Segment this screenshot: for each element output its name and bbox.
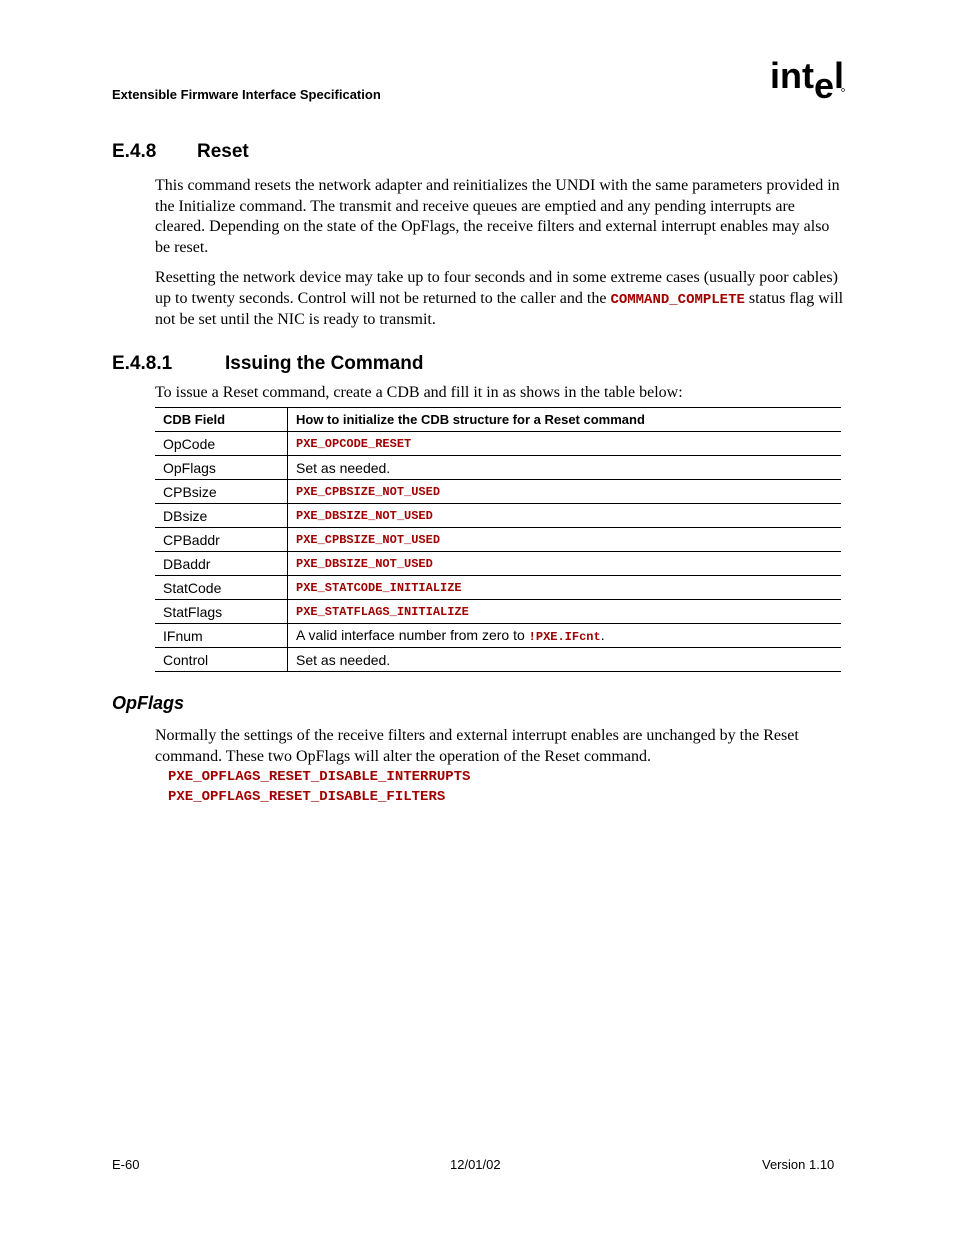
- header-cdb-field: CDB Field: [155, 408, 288, 432]
- section-number: E.4.8: [112, 141, 157, 162]
- intel-logo-text-e: e: [814, 65, 835, 104]
- cell-field: CPBaddr: [155, 528, 288, 552]
- footer-page-number: E-60: [112, 1157, 140, 1172]
- table-row: [155, 456, 841, 480]
- cell-field: DBaddr: [155, 552, 288, 576]
- ifnum-text: A valid interface number from zero to: [296, 627, 529, 643]
- cell-field: StatCode: [155, 576, 288, 600]
- table-row: [155, 528, 841, 552]
- subsection-intro: To issue a Reset command, create a CDB and fill it in as shows in the table below:: [155, 384, 683, 401]
- cell-field: DBsize: [155, 504, 288, 528]
- section-paragraph-1: This command resets the network adapter and reinitializes the UNDI with the same parameters provided in the Initialize command. The transmit and receive queues are emptied and any pending interrupts are cleared. Depending on the state of the OpFlags, the receive filters and external interrupt enables may also be reset.: [155, 177, 840, 256]
- section-title: Reset: [197, 141, 249, 162]
- cell-value: PXE_CPBSIZE_NOT_USED: [288, 480, 842, 504]
- section-heading: [112, 141, 249, 163]
- table-row: [155, 504, 841, 528]
- para2-text-before: Resetting the network device may take up to four seconds and in some extreme cases (usually poor cables) up to twenty seconds. Control will not be returned to the caller and the: [155, 269, 838, 307]
- intel-logo-text-l: l: [834, 58, 845, 96]
- table-row: [155, 432, 841, 456]
- cell-value: Set as needed.: [288, 456, 842, 480]
- table-row: [155, 624, 841, 648]
- cdb-table: [155, 407, 841, 672]
- cell-field: OpCode: [155, 432, 288, 456]
- footer-version: Version 1.10: [762, 1157, 835, 1172]
- opflag-code-filters: PXE_OPFLAGS_RESET_DISABLE_FILTERS: [168, 789, 446, 805]
- table-header-row: [155, 408, 841, 432]
- cell-value: PXE_STATFLAGS_INITIALIZE: [288, 600, 842, 624]
- opflag-code-interrupts: PXE_OPFLAGS_RESET_DISABLE_INTERRUPTS: [168, 769, 471, 785]
- cell-field: StatFlags: [155, 600, 288, 624]
- cell-value: PXE_STATCODE_INITIALIZE: [288, 576, 842, 600]
- command-complete-code: COMMAND_COMPLETE: [610, 291, 745, 308]
- table-row: [155, 600, 841, 624]
- table-row: [155, 576, 841, 600]
- ifcnt-code: !PXE.IFcnt: [528, 630, 601, 644]
- section-paragraph-2: [155, 268, 845, 331]
- cell-value: Set as needed.: [288, 648, 842, 672]
- cell-value: PXE_DBSIZE_NOT_USED: [288, 552, 842, 576]
- table-row: [155, 480, 841, 504]
- cell-value: PXE_OPCODE_RESET: [288, 432, 842, 456]
- intel-logo: [770, 58, 846, 104]
- ifnum-period: .: [600, 627, 605, 643]
- cell-field: IFnum: [155, 624, 288, 648]
- cell-field: OpFlags: [155, 456, 288, 480]
- table-row: [155, 648, 841, 672]
- cell-value: [288, 624, 842, 648]
- intel-logo-text-left: int: [770, 58, 814, 96]
- table-row: [155, 552, 841, 576]
- subsection-number: E.4.8.1: [112, 353, 173, 374]
- header-init-description: How to initialize the CDB structure for a Reset command: [288, 408, 842, 432]
- cell-field: CPBsize: [155, 480, 288, 504]
- opflags-heading: OpFlags: [112, 693, 185, 713]
- running-header-title: Extensible Firmware Interface Specification: [112, 87, 381, 102]
- cell-field: Control: [155, 648, 288, 672]
- cell-value: PXE_CPBSIZE_NOT_USED: [288, 528, 842, 552]
- footer-date: 12/01/02: [450, 1157, 501, 1172]
- para2-text-after: status flag will not be set until the NIC is ready to transmit.: [155, 289, 844, 328]
- cell-value: PXE_DBSIZE_NOT_USED: [288, 504, 842, 528]
- subsection-title: Issuing the Command: [225, 353, 424, 374]
- opflags-paragraph: Normally the settings of the receive filters and external interrupt enables are unchanged by the Reset command. These two OpFlags will alter the operation of the Reset command.: [155, 727, 799, 765]
- subsection-heading: [112, 353, 423, 375]
